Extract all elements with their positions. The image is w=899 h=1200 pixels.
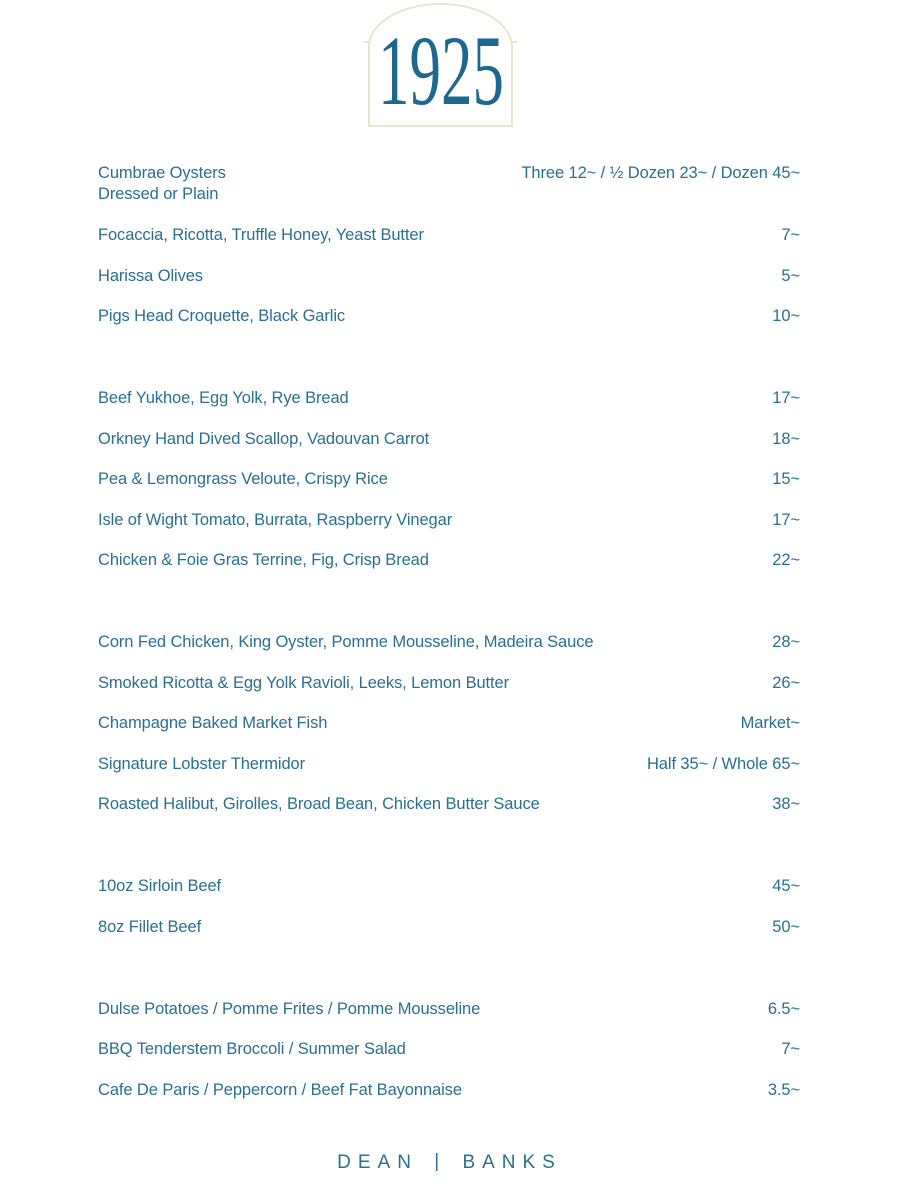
menu-item-price: 7~: [781, 1040, 800, 1058]
menu-item-name: Pea & Lemongrass Veloute, Crispy Rice: [98, 470, 388, 488]
menu-item-price: 5~: [781, 266, 800, 285]
menu-item-row: [98, 1039, 800, 1080]
logo-arch: [368, 3, 513, 127]
menu-item-row: [98, 1080, 800, 1121]
menu-item-row: [98, 510, 800, 551]
menu-item-name: 8oz Fillet Beef: [98, 917, 202, 936]
menu-item-price: 17~: [772, 510, 800, 529]
menu-item-row: [98, 266, 800, 307]
menu-item-price: 3.5~: [767, 1080, 800, 1099]
brand-divider-bar: |: [434, 1151, 447, 1172]
menu-item-price: 38~: [772, 795, 800, 813]
menu-item-name: Corn Fed Chicken, King Oyster, Pomme Mousseline, Madeira Sauce: [98, 633, 594, 651]
brand-banks: BANKS: [462, 1152, 562, 1173]
menu-item-row: [98, 469, 800, 510]
menu-item-name: Roasted Halibut, Girolles, Broad Bean, Chicken Butter Sauce: [98, 795, 540, 813]
menu-section: [98, 876, 800, 957]
menu-section: [98, 388, 800, 591]
menu-item-name: Harissa Olives: [98, 266, 203, 285]
menu-item-name: Smoked Ricotta & Egg Yolk Ravioli, Leeks, Lemon Butter: [98, 673, 509, 692]
brand-dean: DEAN: [337, 1152, 418, 1173]
brand-footer: [0, 1152, 899, 1174]
arch-tick-right: [511, 41, 517, 43]
menu-item-price: 18~: [772, 429, 800, 448]
menu-item-price: Three 12~ / ½ Dozen 23~ / Dozen 45~: [521, 164, 800, 182]
menu-section: [98, 163, 800, 347]
menu-sections: [98, 163, 800, 1162]
menu-item-row: [98, 999, 800, 1040]
menu-item-price: 28~: [772, 633, 800, 651]
menu-item-name: Focaccia, Ricotta, Truffle Honey, Yeast Butter: [98, 226, 424, 244]
menu-item-price: 45~: [772, 877, 800, 895]
menu-item-price: 17~: [772, 389, 800, 407]
menu-item-row: [98, 754, 800, 795]
menu-item-row: [98, 306, 800, 347]
menu-item-price: 50~: [772, 917, 800, 936]
menu-item-name: Pigs Head Croquette, Black Garlic: [98, 307, 346, 325]
menu-item-price: Half 35~ / Whole 65~: [646, 754, 800, 773]
menu-item-row: [98, 673, 800, 714]
menu-item-row: [98, 550, 800, 591]
menu-item-name: Dulse Potatoes / Pomme Frites / Pomme Mousseline: [98, 999, 481, 1018]
menu-item-name: Signature Lobster Thermidor: [98, 754, 306, 773]
menu-item-price: 26~: [772, 673, 800, 692]
arch-tick-left: [364, 41, 370, 43]
menu-item-name: Orkney Hand Dived Scallop, Vadouvan Carrot: [98, 429, 430, 448]
menu-item-row: [98, 388, 800, 429]
menu-item-name: Isle of Wight Tomato, Burrata, Raspberry Vinegar: [98, 510, 453, 529]
menu-section: [98, 999, 800, 1121]
menu-item-row: [98, 632, 800, 673]
menu-item-row: [98, 713, 800, 754]
menu-item-name: Champagne Baked Market Fish: [98, 714, 328, 732]
menu-item-price: 10~: [772, 307, 800, 325]
menu-item-name: Cumbrae Oysters Dressed or Plain: [98, 164, 226, 203]
menu-item-row: [98, 794, 800, 835]
menu-item-row: [98, 917, 800, 958]
menu-item-name-line2: Dressed or Plain: [98, 185, 219, 203]
menu-item-name: BBQ Tenderstem Broccoli / Summer Salad: [98, 1040, 406, 1058]
menu-item-row: [98, 163, 800, 225]
menu-item-name: 10oz Sirloin Beef: [98, 877, 222, 895]
logo-1925: 1925: [377, 15, 504, 126]
menu-item-row: [98, 876, 800, 917]
menu-item-price: 15~: [772, 470, 800, 488]
menu-item-row: [98, 429, 800, 470]
menu-item-price: Market~: [740, 714, 800, 732]
menu-item-name: Cafe De Paris / Peppercorn / Beef Fat Bayonnaise: [98, 1080, 462, 1099]
menu-item-name: Chicken & Foie Gras Terrine, Fig, Crisp Bread: [98, 551, 429, 569]
menu-item-name: Beef Yukhoe, Egg Yolk, Rye Bread: [98, 389, 349, 407]
menu-item-price: 6.5~: [767, 999, 800, 1018]
menu-item-row: [98, 225, 800, 266]
menu-section: [98, 632, 800, 835]
menu-item-price: 22~: [772, 551, 800, 569]
menu-item-price: 7~: [781, 226, 800, 244]
